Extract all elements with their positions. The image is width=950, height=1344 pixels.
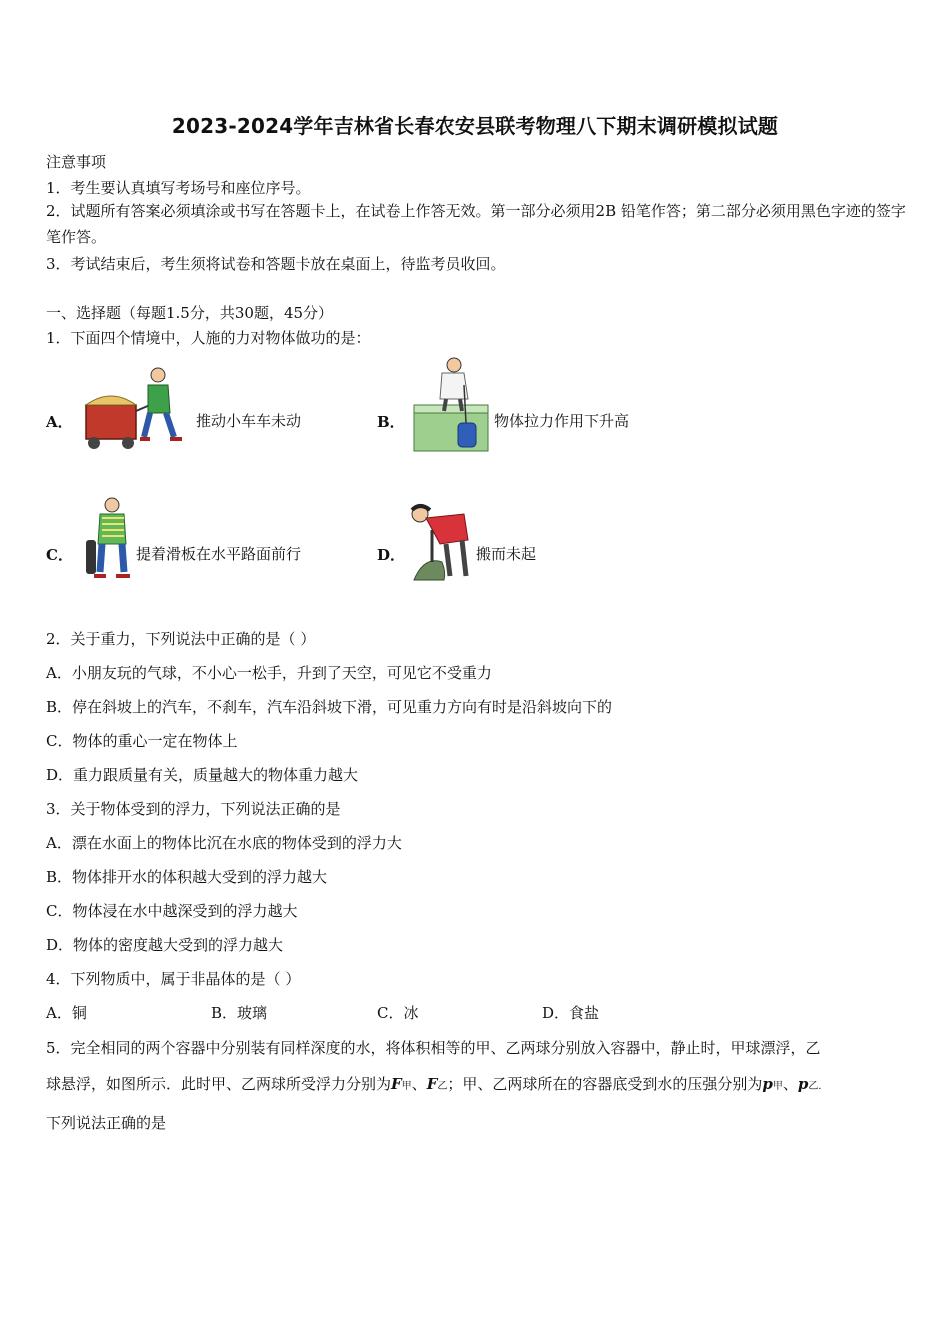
q1-option-d-text: 搬而未起 (476, 545, 537, 563)
q2-option-b: B．停在斜坡上的汽车，不刹车，汽车沿斜坡下滑，可见重力方向有时是沿斜坡向下的 (46, 698, 613, 716)
q5-sep: 、 (411, 1075, 427, 1093)
q5-p-sub-yi: 乙 (808, 1081, 819, 1092)
question-5-line-1: 5．完全相同的两个容器中分别装有同样深度的水，将体积相等的甲、乙两球分别放入容器中，静止时，甲球漂浮，乙 (46, 1039, 821, 1057)
q1-option-c-text: 提着滑板在水平路面前行 (136, 545, 302, 563)
q4-option-b: B．玻璃 (211, 1004, 268, 1022)
q1-option-b-text: 物体拉力作用下升高 (494, 412, 630, 430)
question-5-line-2 (46, 1073, 828, 1094)
question-3-stem: 3．关于物体受到的浮力，下列说法正确的是 (46, 800, 341, 818)
q4-option-c: C．冰 (377, 1004, 419, 1022)
q1-option-a-text: 推动小车车未动 (196, 412, 302, 430)
q5-pressure-symbol-jia: p (762, 1075, 773, 1093)
notice-item-1: 1．考生要认真填写考场号和座位序号。 (46, 179, 311, 197)
q5-force-symbol-yi: F (426, 1075, 438, 1093)
q5-sub-jia: 甲 (401, 1081, 412, 1092)
q1-option-d-label: D． (377, 546, 406, 564)
exam-title: 2023-2024学年吉林省长春农安县联考物理八下期末调研模拟试题 (171, 114, 779, 138)
q5-text-a: 球悬浮，如图所示．此时甲、乙两球所受浮力分别为 (46, 1075, 392, 1093)
question-2-stem: 2．关于重力，下列说法中正确的是（ ） (46, 630, 316, 648)
q3-option-b: B．物体排开水的体积越大受到的浮力越大 (46, 868, 328, 886)
q2-option-c: C．物体的重心一定在物体上 (46, 732, 238, 750)
q3-option-a: A．漂在水面上的物体比沉在水底的物体受到的浮力大 (46, 834, 402, 852)
q5-text-b: ；甲、乙两球所在的容器底受到水的压强分别为 (447, 1075, 763, 1093)
q5-pressure-symbol-yi: p (797, 1075, 809, 1093)
q1-option-b-label: B． (377, 413, 405, 431)
q3-option-d: D．物体的密度越大受到的浮力越大 (46, 936, 284, 954)
skateboard-carry-illustration (82, 496, 134, 584)
notice-heading: 注意事项 (46, 153, 107, 171)
question-1-stem: 1．下面四个情境中，人施的力对物体做功的是： (46, 329, 371, 347)
question-4-stem: 4．下列物质中，属于非晶体的是（ ） (46, 970, 301, 988)
q5-sub-yi: 乙 (437, 1081, 448, 1092)
q3-option-c: C．物体浸在水中越深受到的浮力越大 (46, 902, 298, 920)
notice-item-2: 2．试题所有答案必须填涂或书写在答题卡上，在试卷上作答无效。第一部分必须用2B 铅笔作答；第二部分必须用黑色字迹的签字笔作答。 (46, 202, 906, 246)
q2-option-d: D．重力跟质量有关，质量越大的物体重力越大 (46, 766, 359, 784)
q5-sep-2: 、 (782, 1075, 798, 1093)
q1-option-c-label: C． (46, 546, 73, 564)
q1-option-a-label: A． (46, 413, 73, 431)
lift-object-illustration (412, 355, 490, 455)
q5-end: ． (818, 1081, 829, 1092)
q5-force-symbol-jia: F (391, 1075, 402, 1093)
cart-push-illustration (78, 365, 190, 455)
q4-option-a: A．铜 (46, 1004, 87, 1022)
question-5-line-3: 下列说法正确的是 (46, 1114, 167, 1132)
q4-option-d: D．食盐 (542, 1004, 600, 1022)
section-heading: 一、选择题（每题1.5分，共30题，45分） (46, 304, 334, 322)
q2-option-a: A．小朋友玩的气球，不小心一松手，升到了天空，可见它不受重力 (46, 664, 492, 682)
notice-item-3: 3．考试结束后，考生须将试卷和答题卡放在桌面上，待监考员收回。 (46, 255, 506, 273)
q5-p-sub-jia: 甲 (772, 1081, 783, 1092)
lift-attempt-illustration (406, 500, 474, 584)
